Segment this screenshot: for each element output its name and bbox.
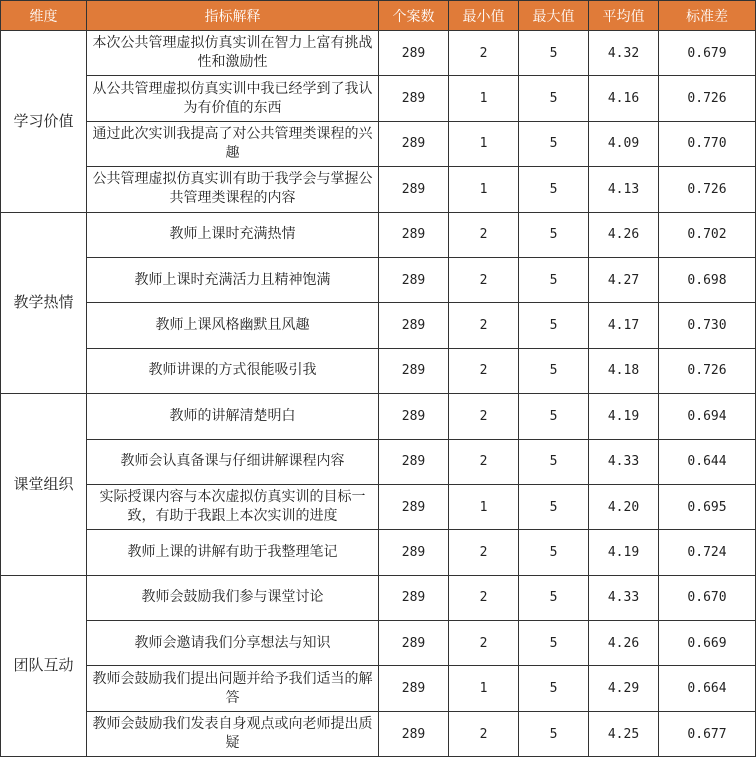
max-cell: 5 [519,303,589,348]
min-cell: 1 [449,666,519,711]
sd-cell: 0.726 [659,348,756,393]
sd-cell: 0.726 [659,167,756,212]
sd-cell: 0.695 [659,484,756,529]
min-cell: 2 [449,575,519,620]
min-cell: 2 [449,212,519,257]
count-cell: 289 [379,621,449,666]
min-cell: 1 [449,76,519,121]
count-cell: 289 [379,348,449,393]
header-mean: 平均值 [589,1,659,31]
min-cell: 2 [449,530,519,575]
dimension-cell: 教学热情 [1,212,87,394]
header-max: 最大值 [519,1,589,31]
dimension-cell: 团队互动 [1,575,87,757]
sd-cell: 0.730 [659,303,756,348]
header-count: 个案数 [379,1,449,31]
table-row [1,575,756,620]
max-cell: 5 [519,212,589,257]
sd-cell: 0.702 [659,212,756,257]
indicator-cell: 教师会鼓励我们发表自身观点或向老师提出质疑 [87,711,379,756]
indicator-cell: 实际授课内容与本次虚拟仿真实训的目标一致，有助于我跟上本次实训的进度 [87,484,379,529]
indicator-cell: 公共管理虚拟仿真实训有助于我学会与掌握公共管理类课程的内容 [87,167,379,212]
table-row [1,666,756,711]
sd-cell: 0.677 [659,711,756,756]
table-row [1,212,756,257]
mean-cell: 4.19 [589,394,659,439]
indicator-cell: 教师会鼓励我们提出问题并给予我们适当的解答 [87,666,379,711]
table-row [1,76,756,121]
count-cell: 289 [379,257,449,302]
dimension-cell: 课堂组织 [1,394,87,576]
count-cell: 289 [379,212,449,257]
mean-cell: 4.33 [589,575,659,620]
count-cell: 289 [379,121,449,166]
max-cell: 5 [519,257,589,302]
table-row [1,530,756,575]
min-cell: 1 [449,484,519,529]
max-cell: 5 [519,711,589,756]
header-indicator: 指标解释 [87,1,379,31]
min-cell: 2 [449,303,519,348]
table-row [1,711,756,756]
table-row [1,348,756,393]
table-row [1,167,756,212]
max-cell: 5 [519,621,589,666]
indicator-cell: 教师会邀请我们分享想法与知识 [87,621,379,666]
sd-cell: 0.664 [659,666,756,711]
max-cell: 5 [519,167,589,212]
count-cell: 289 [379,666,449,711]
max-cell: 5 [519,530,589,575]
mean-cell: 4.13 [589,167,659,212]
count-cell: 289 [379,439,449,484]
max-cell: 5 [519,121,589,166]
sd-cell: 0.669 [659,621,756,666]
indicator-cell: 通过此次实训我提高了对公共管理类课程的兴趣 [87,121,379,166]
table-row [1,303,756,348]
table-row [1,257,756,302]
count-cell: 289 [379,31,449,76]
max-cell: 5 [519,666,589,711]
dimension-cell: 学习价值 [1,31,87,213]
header-min: 最小值 [449,1,519,31]
mean-cell: 4.09 [589,121,659,166]
mean-cell: 4.17 [589,303,659,348]
table-row [1,621,756,666]
sd-cell: 0.698 [659,257,756,302]
max-cell: 5 [519,31,589,76]
header-sd: 标准差 [659,1,756,31]
max-cell: 5 [519,439,589,484]
count-cell: 289 [379,167,449,212]
min-cell: 2 [449,31,519,76]
mean-cell: 4.26 [589,621,659,666]
mean-cell: 4.16 [589,76,659,121]
sd-cell: 0.694 [659,394,756,439]
indicator-cell: 教师的讲解清楚明白 [87,394,379,439]
min-cell: 2 [449,394,519,439]
min-cell: 2 [449,439,519,484]
sd-cell: 0.726 [659,76,756,121]
indicator-cell: 教师讲课的方式很能吸引我 [87,348,379,393]
table-row [1,31,756,76]
max-cell: 5 [519,76,589,121]
table-row [1,484,756,529]
count-cell: 289 [379,303,449,348]
sd-cell: 0.679 [659,31,756,76]
mean-cell: 4.32 [589,31,659,76]
count-cell: 289 [379,484,449,529]
sd-cell: 0.770 [659,121,756,166]
mean-cell: 4.27 [589,257,659,302]
indicator-cell: 教师上课时充满热情 [87,212,379,257]
count-cell: 289 [379,394,449,439]
header-row [1,1,756,31]
indicator-cell: 教师会鼓励我们参与课堂讨论 [87,575,379,620]
table-row [1,121,756,166]
sd-cell: 0.724 [659,530,756,575]
min-cell: 2 [449,621,519,666]
indicator-cell: 教师上课时充满活力且精神饱满 [87,257,379,302]
count-cell: 289 [379,575,449,620]
min-cell: 1 [449,167,519,212]
table-row [1,394,756,439]
min-cell: 1 [449,121,519,166]
table-row [1,439,756,484]
max-cell: 5 [519,484,589,529]
min-cell: 2 [449,257,519,302]
indicator-cell: 教师上课的讲解有助于我整理笔记 [87,530,379,575]
count-cell: 289 [379,711,449,756]
max-cell: 5 [519,348,589,393]
count-cell: 289 [379,530,449,575]
mean-cell: 4.20 [589,484,659,529]
mean-cell: 4.19 [589,530,659,575]
mean-cell: 4.18 [589,348,659,393]
min-cell: 2 [449,348,519,393]
mean-cell: 4.25 [589,711,659,756]
mean-cell: 4.33 [589,439,659,484]
mean-cell: 4.29 [589,666,659,711]
indicator-cell: 教师上课风格幽默且风趣 [87,303,379,348]
max-cell: 5 [519,394,589,439]
indicator-cell: 本次公共管理虚拟仿真实训在智力上富有挑战性和激励性 [87,31,379,76]
max-cell: 5 [519,575,589,620]
min-cell: 2 [449,711,519,756]
sd-cell: 0.644 [659,439,756,484]
indicator-cell: 教师会认真备课与仔细讲解课程内容 [87,439,379,484]
indicator-cell: 从公共管理虚拟仿真实训中我已经学到了我认为有价值的东西 [87,76,379,121]
sd-cell: 0.670 [659,575,756,620]
header-dimension: 维度 [1,1,87,31]
mean-cell: 4.26 [589,212,659,257]
count-cell: 289 [379,76,449,121]
